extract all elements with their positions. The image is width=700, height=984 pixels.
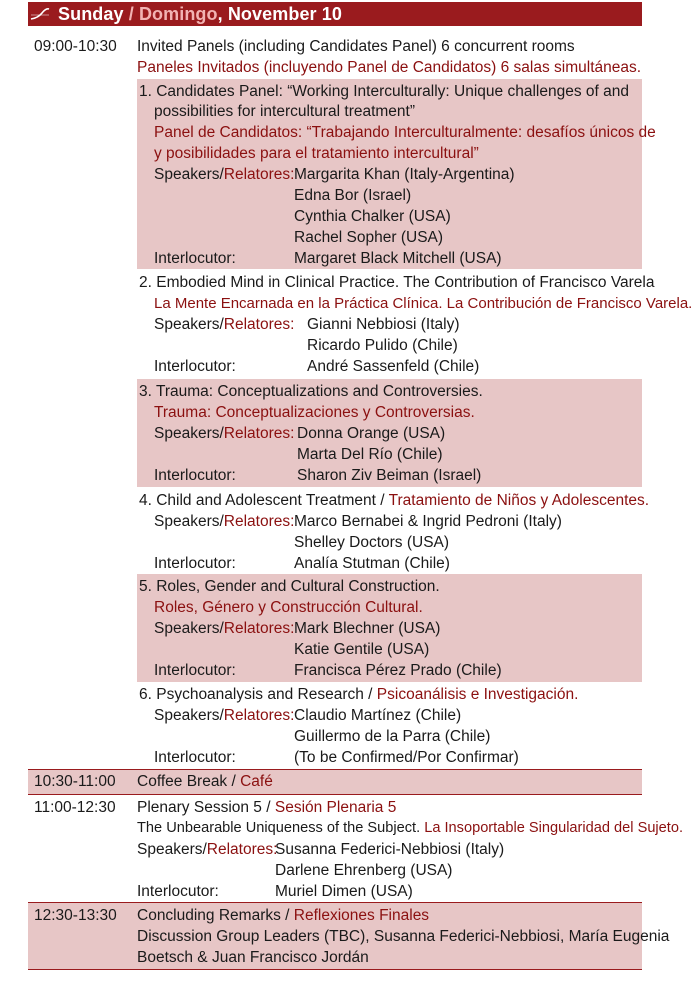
speaker-name: Marta Del Río (Chile): [297, 446, 443, 463]
closing-title: Concluding Remarks / Reflexiones Finales: [137, 907, 430, 924]
closing-row: [28, 903, 670, 969]
block1-time: 09:00-10:30: [34, 38, 117, 55]
closing-time: 12:30-13:30: [34, 907, 117, 924]
closing-line-2: Boetsch & Juan Francisco Jordán: [137, 949, 369, 966]
panel-1-title-es-2: y posibilidades para el tratamiento intercultural”: [154, 145, 479, 162]
panel-1-title-en-2: possibilities for intercultural treatment”: [154, 103, 416, 120]
interlocutor-label: Interlocutor:: [154, 749, 236, 766]
interlocutor-label: Interlocutor:: [154, 662, 236, 679]
panel-3-title-en: 3. Trauma: Conceptualizations and Controversies.: [139, 383, 483, 400]
panel-2: [137, 271, 693, 376]
plenary-title: Plenary Session 5 / Sesión Plenaria 5: [137, 799, 397, 816]
panel-3-title-es: Trauma: Conceptualizaciones y Controversias.: [154, 404, 475, 421]
block1-title-es: Paneles Invitados (incluyendo Panel de Candidatos) 6 salas simultáneas.: [137, 59, 642, 76]
speakers-label: Speakers/Relatores:: [154, 513, 295, 530]
interlocutor-name: Francisca Pérez Prado (Chile): [294, 662, 502, 679]
interlocutor-label: Interlocutor:: [137, 883, 219, 900]
panel-5-title-en: 5. Roles, Gender and Cultural Construction.: [139, 578, 440, 595]
speaker-name: Margarita Khan (Italy-Argentina): [294, 166, 515, 183]
panel-2-title-en: 2. Embodied Mind in Clinical Practice. The Contribution of Francisco Varela: [139, 274, 655, 291]
header-date: , November 10: [217, 3, 342, 24]
panel-1-title-en-1: 1. Candidates Panel: “Working Interculturally: Unique challenges of and: [139, 83, 629, 100]
header-slash: /: [123, 3, 139, 24]
speaker-name: Gianni Nebbiosi (Italy): [307, 316, 460, 333]
speaker-name: Shelley Doctors (USA): [294, 534, 450, 551]
speaker-name: Katie Gentile (USA): [294, 641, 430, 658]
plenary-subtitle: The Unbearable Uniqueness of the Subject. La Insoportable Singularidad del Sujeto.: [137, 820, 684, 836]
interlocutor-label: Interlocutor:: [154, 467, 236, 484]
divider: [28, 794, 642, 795]
interlocutor-name: Analía Stutman (Chile): [294, 555, 450, 572]
speakers-label: Speakers/Relatores:: [154, 166, 295, 183]
panel-2-title-es: La Mente Encarnada en la Práctica Clínica. La Contribución de Francisco Varela.: [154, 295, 693, 312]
panel-4-title: 4. Child and Adolescent Treatment / Tratamiento de Niños y Adolescentes.: [139, 492, 650, 509]
speakers-label: Speakers/Relatores:: [154, 316, 295, 333]
day-en: Sunday: [58, 3, 124, 24]
logo-icon: [28, 2, 52, 26]
panel-5-title-es: Roles, Género y Construcción Cultural.: [154, 599, 423, 616]
panel-4: [137, 489, 650, 573]
speaker-name: Ricardo Pulido (Chile): [307, 337, 458, 354]
interlocutor-label: Interlocutor:: [154, 358, 236, 375]
interlocutor-name: Muriel Dimen (USA): [275, 883, 413, 900]
day-es: Domingo: [138, 3, 218, 24]
interlocutor-name: André Sassenfeld (Chile): [307, 358, 480, 375]
coffee-time: 10:30-11:00: [34, 773, 116, 790]
coffee-title: Coffee Break / Café: [137, 773, 273, 790]
speakers-label: Speakers/Relatores:: [154, 425, 295, 442]
plenary-time: 11:00-12:30: [34, 799, 116, 816]
panel-1-title-es-1: Panel de Candidatos: “Trabajando Interculturalmente: desafíos únicos de: [154, 124, 656, 141]
panel-3: [137, 379, 642, 487]
closing-line-1: Discussion Group Leaders (TBC), Susanna Federici-Nebbiosi, María Eugenia: [137, 928, 670, 945]
speaker-name: Mark Blechner (USA): [294, 620, 441, 637]
speaker-name: Darlene Ehrenberg (USA): [275, 862, 453, 879]
panel-6-title: 6. Psychoanalysis and Research / Psicoanálisis e Investigación.: [139, 686, 579, 703]
panel-5: [137, 574, 642, 682]
speaker-name: Susanna Federici-Nebbiosi (Italy): [275, 841, 505, 858]
speaker-name: Marco Bernabei & Ingrid Pedroni (Italy): [294, 513, 562, 530]
speakers-label: Speakers/Relatores:: [154, 707, 295, 724]
interlocutor-name: Sharon Ziv Beiman (Israel): [297, 467, 482, 484]
panel-1: [137, 79, 656, 269]
day-header: [28, 2, 642, 26]
speakers-label: Speakers/Relatores:: [154, 620, 295, 637]
speaker-name: Donna Orange (USA): [297, 425, 446, 442]
speakers-label: Speakers/Relatores:: [137, 841, 278, 858]
speaker-name: Cynthia Chalker (USA): [294, 208, 451, 225]
interlocutor-label: Interlocutor:: [154, 250, 236, 267]
speaker-name: Guillermo de la Parra (Chile): [294, 728, 491, 745]
panel-6: [137, 683, 642, 768]
block1-title-en: Invited Panels (including Candidates Panel) 6 concurrent rooms: [137, 38, 575, 55]
divider: [28, 969, 642, 970]
interlocutor-name: Margaret Black Mitchell (USA): [294, 250, 502, 267]
speaker-name: Claudio Martínez (Chile): [294, 707, 462, 724]
interlocutor-label: Interlocutor:: [154, 555, 236, 572]
interlocutor-name: (To be Confirmed/Por Confirmar): [294, 749, 519, 766]
speaker-name: Rachel Sopher (USA): [294, 229, 444, 246]
coffee-break-row: [28, 770, 642, 794]
speaker-name: Edna Bor (Israel): [294, 187, 412, 204]
